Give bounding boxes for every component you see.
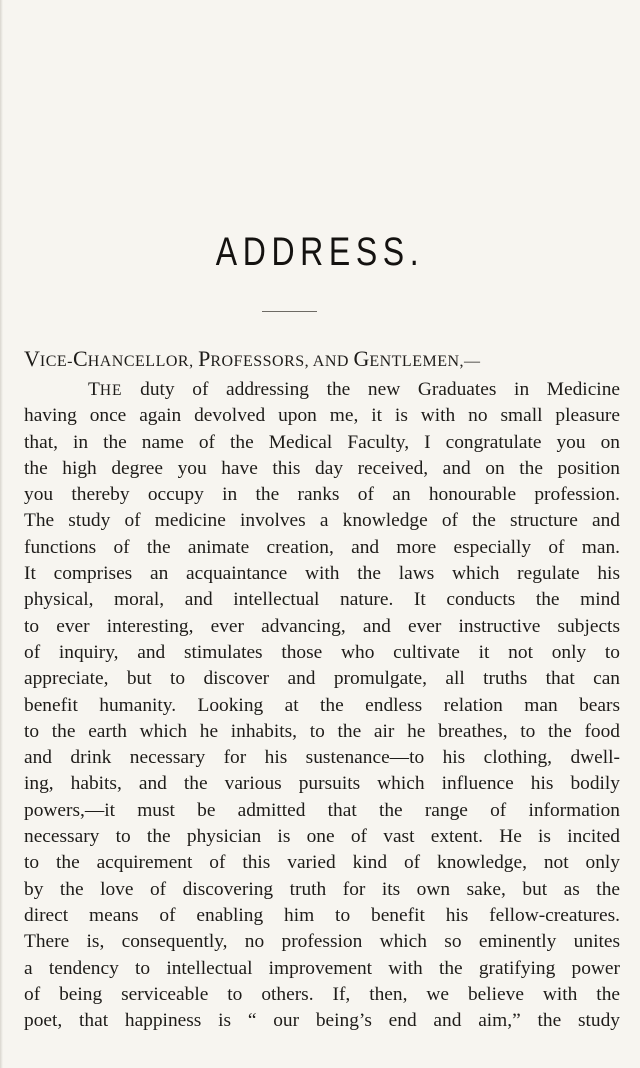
text-line: ing, habits, and the various pursuits which influence his bodily	[24, 773, 620, 795]
text-line: of being serviceable to others. If, then, we believe with the	[24, 983, 620, 1005]
text-line: direct means of enabling him to benefit his fellow-creatures.	[24, 904, 620, 926]
text-line: having once again devolved upon me, it is with no small pleasure	[24, 405, 620, 427]
text-line: appreciate, but to discover and promulgate, all truths that can	[24, 668, 620, 690]
text-line: to the earth which he inhabits, to the air he breathes, to the food	[24, 720, 620, 742]
salutation	[24, 344, 624, 376]
text-line: poet, that happiness is “ our being’s end and aim,” the study	[24, 1010, 620, 1032]
text-line: physical, moral, and intellectual nature. It conducts the mind	[24, 589, 620, 611]
text-line: you thereby occupy in the ranks of an honourable profession.	[24, 484, 620, 506]
text-line: necessary to the physician is one of vast extent. He is incited	[24, 826, 620, 848]
text-line: benefit humanity. Looking at the endless relation man bears	[24, 694, 620, 716]
text-line: powers,—it must be admitted that the range of information	[24, 799, 620, 821]
page-edge-shadow	[0, 0, 3, 1068]
text-line: that, in the name of the Medical Faculty, I congratulate you on	[24, 431, 620, 453]
text-line: functions of the animate creation, and more especially of man.	[24, 536, 620, 558]
salutation-part: CHANCELLOR,	[73, 346, 199, 371]
title-divider	[262, 311, 317, 312]
text-line: The study of medicine involves a knowledge of the structure and	[24, 510, 620, 532]
text-line: a tendency to intellectual improvement with the gratifying power	[24, 957, 620, 979]
text-line: THE duty of addressing the new Graduates in Medicine	[88, 379, 620, 400]
page-title: ADDRESS.	[215, 230, 425, 274]
salutation-part: VICE-	[24, 346, 73, 371]
text-line: There is, consequently, no profession which so eminently unites	[24, 931, 620, 953]
salutation-part: PROFESSORS, AND	[198, 346, 354, 371]
text-line: of inquiry, and stimulates those who cultivate it not only to	[24, 641, 620, 663]
opening-word: THE	[88, 379, 123, 400]
text-line: by the love of discovering truth for its own sake, but as the	[24, 878, 620, 900]
body-paragraph	[24, 377, 620, 1034]
text-line: to ever interesting, ever advancing, and ever instructive subjects	[24, 615, 620, 637]
salutation-part: GENTLEMEN,—	[353, 346, 481, 371]
text-line: It comprises an acquaintance with the laws which regulate his	[24, 563, 620, 585]
text-line: and drink necessary for his sustenance—to his clothing, dwell-	[24, 747, 620, 769]
text-line: the high degree you have this day received, and on the position	[24, 457, 620, 479]
text-line: to the acquirement of this varied kind of knowledge, not only	[24, 852, 620, 874]
